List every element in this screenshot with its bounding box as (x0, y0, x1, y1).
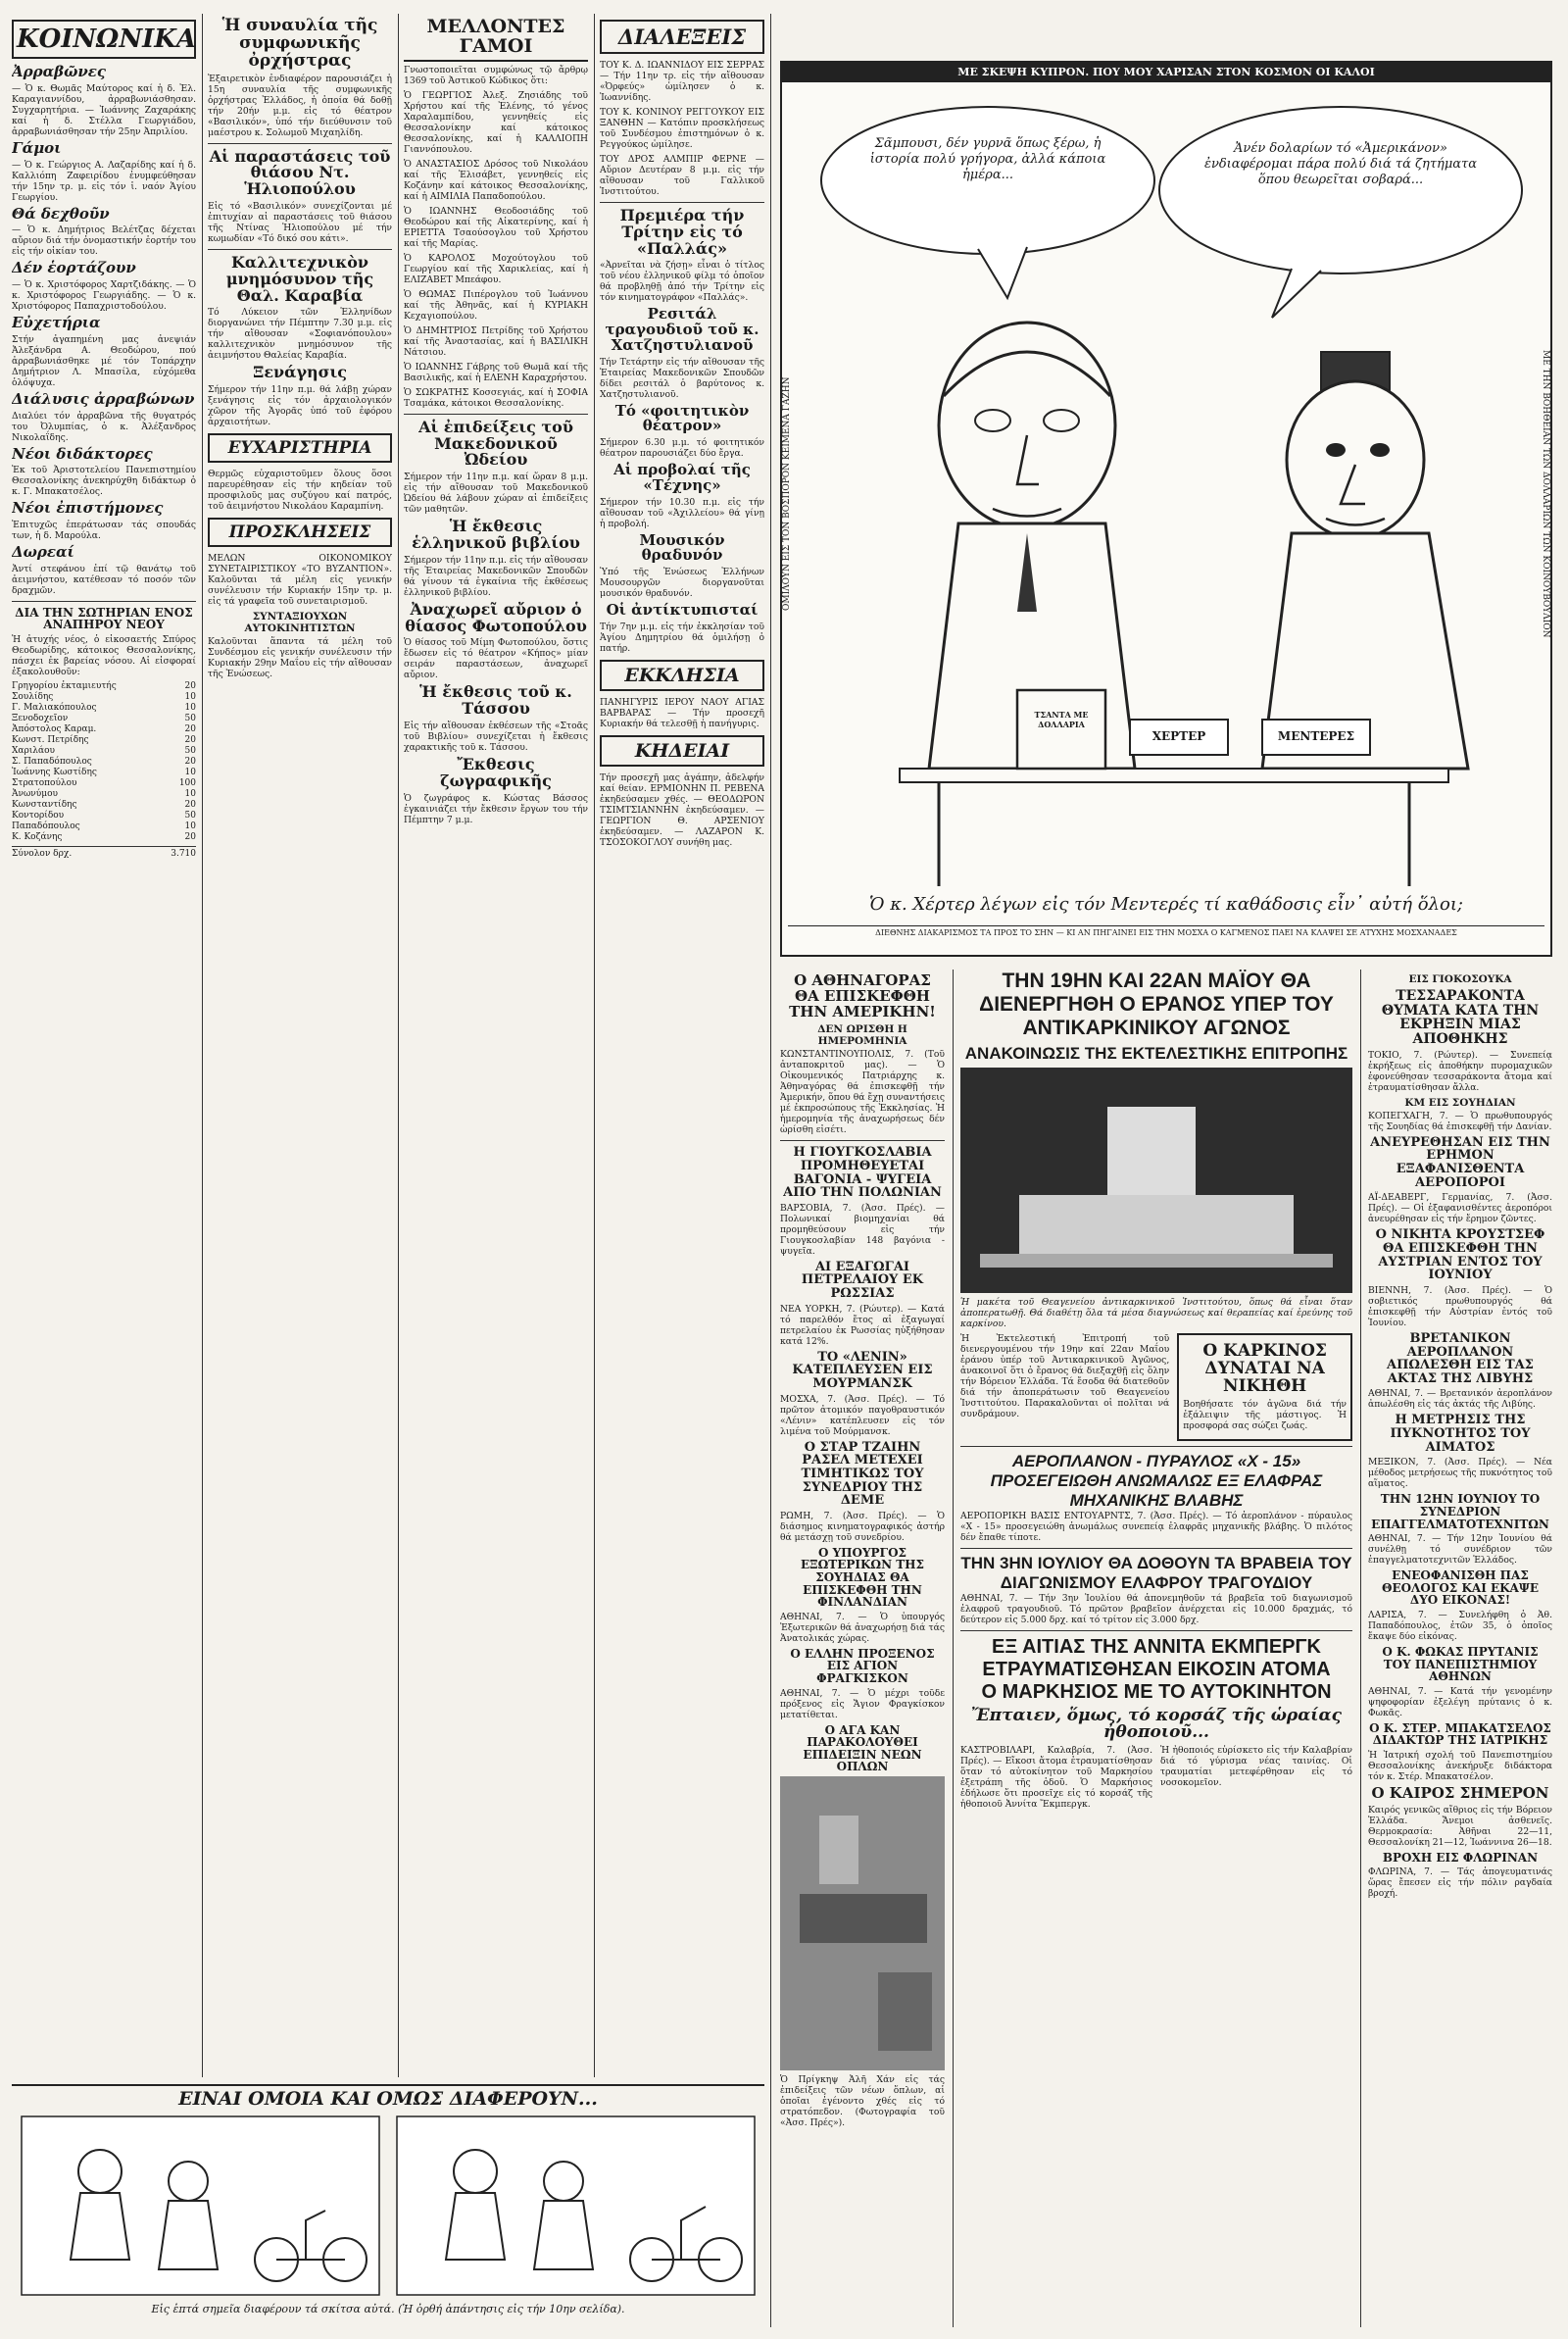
speech-tail-left (978, 247, 1027, 298)
text-tassos: Εἰς τήν αἴθουσαν ἐκθέσεων τῆς «Στοᾶς τοῦ Βιβλίου» συνεχίζεται ἡ ἔκθεσις χαρακτικῆς τοῦ κ. Τάσσου. (404, 721, 588, 754)
text-theologian: ΛΑΡΙΣΑ, 7. — Συνελήφθη ὁ Ἀθ. Παπαδόπουλος, ἐτῶν 35, ὁ ὁποῖος ἔκαψε δύο εἰκόνας. (1368, 1609, 1552, 1642)
text-minister: ΑΘΗΝΑΙ, 7. — Ὁ ὑπουργός Ἐξωτερικῶν θά ἀναχωρήσῃ διά τάς Ἀνατολικάς χώρας. (780, 1611, 945, 1644)
kicker-sweden: ΚΜ ΕΙΣ ΣΟΥΗΔΙΑΝ (1404, 1096, 1516, 1109)
divider (12, 601, 196, 602)
headline-minister: Ο ΥΠΟΥΡΓΟΣ ΕΞΩΤΕΡΙΚΩΝ ΤΗΣ ΣΟΥΗΔΙΑΣ ΘΑ ΕΠΙΣΚΕΦΘΗ ΤΗΝ ΦΙΝΛΑΝΔΙΑΝ (801, 1545, 924, 1610)
donation-amount: 20 (184, 799, 196, 810)
text-russell: ΡΩΜΗ, 7. (Ἀσσ. Πρές). — Ὁ διάσημος κινηματογραφικός ἀστήρ θά μετάσχῃ τοῦ συνεδρίου. (780, 1510, 945, 1543)
text-invitation-1: ΜΕΛΩΝ ΟΙΚΟΝΟΜΙΚΟΥ ΣΥΝΕΤΑΙΡΙΣΤΙΚΟΥ «ΤΟ ΒΥΖΑΝΤΙΟΝ». Καλοῦνται τά μέλη εἰς γενικήν συνέλευσιν τήν Κυριακήν 15ην τρ. μ. εἰς τά γραφεῖα τοῦ συνεταιρισμοῦ. (208, 553, 392, 608)
donor-name: Στρατοπούλου (12, 777, 77, 788)
headline-antiktypistai: Οἱ ἀντίκτυπισταί (606, 601, 759, 620)
text-british-plane: ΑΘΗΝΑΙ, 7. — Βρετανικόν ἀεροπλάνον ἀπωλέσθη εἰς τάς ἀκτάς τῆς Λιβύης. (1368, 1388, 1552, 1411)
headline-khrushchev: Ο ΝΙΚΗΤΑ ΚΡΟΥΣΤΣΕΦ ΘΑ ΕΠΙΣΚΕΦΘΗ ΤΗΝ ΑΥΣΤΡΙΑΝ ΕΝΤΟΣ ΤΟΥ ΙΟΥΝΙΟΥ (1375, 1227, 1545, 1283)
headline-russell: Ο ΣΤΑΡ ΤΖΑΙΗΝ ΡΑΣΕΛ ΜΕΤΕΧΕΙ ΤΙΜΗΤΙΚΩΣ ΤΟΥ ΣΥΝΕΔΡΙΟΥ ΤΗΣ ΔΕΜΕ (801, 1439, 924, 1509)
divider (208, 143, 392, 144)
right-figure-eye (1370, 443, 1390, 457)
headline-drivers: ΣΥΝΤΑΞΙΟΥΧΩΝ ΑΥΤΟΚΙΝΗΤΙΣΤΩΝ (244, 611, 356, 635)
text-premiere: «Ἀρνεῖται νὰ ζήσῃ» εἶναι ὁ τίτλος τοῦ νέου ἑλληνικοῦ φίλμ τό ὁποῖον θά προβληθῇ ἀπό τήν Τρίτην εἰς τόν κινηματογράφον «Παλλάς». (600, 260, 764, 304)
right-figure-head (1287, 381, 1424, 538)
donation-amount: 10 (184, 821, 196, 831)
column-arts (208, 14, 392, 2077)
donation-row (12, 778, 196, 789)
donor-name: Κωνσταντίδης (12, 799, 77, 810)
headline-lenin: ΤΟ «ΛΕΝΙΝ» ΚΑΤΕΠΛΕΥΣΕΝ ΕΙΣ ΜΟΥΡΜΑΝΣΚ (792, 1349, 933, 1392)
donation-amount: 50 (184, 745, 196, 756)
funerals-title: ΚΗΔΕΙΑΙ (600, 735, 764, 767)
social-section-head: Νέοι ἐπιστήμονες (12, 499, 164, 518)
social-section-text: Ἐκ τοῦ Ἀριστοτελείου Πανεπιστημίου Θεσσαλονίκης ἀνεκηρύχθη διδάκτωρ ὁ κ. Γ. Μπακατσέλος. (12, 465, 196, 498)
headline-memorial: Καλλιτεχνικὸν μνημόσυνον τῆς Θαλ. Καραβία (225, 252, 374, 305)
label-menderes: ΜΕΝΤΕΡΕΣ (1277, 729, 1355, 743)
social-section-text: — Ὁ κ. Χριστόφορος Χαρτζιδάκης. — Ὁ κ. Χριστόφορος Γεωργιάδης. — Ὁ κ. Χριστόφορος Παπαχριστοδούλου. (12, 279, 196, 312)
divider (600, 202, 764, 203)
headline-florina: ΒΡΟΧΗ ΕΙΣ ΦΛΩΡΙΝΑΝ (1382, 1850, 1539, 1865)
headline-painting: Ἔκθεσις ζωγραφικῆς (440, 755, 552, 790)
donation-amount: 20 (184, 723, 196, 734)
invitations-title: ΠΡΟΣΚΛΗΣΕΙΣ (208, 518, 392, 547)
column-rule (953, 970, 954, 2327)
text-rector: ΑΘΗΝΑΙ, 7. — Κατά τήν γενομένην ψηφοφορίαν ἐξελέγη πρύτανις ὁ κ. Φωκᾶς. (1368, 1685, 1552, 1718)
headline-explosion: ΤΕΣΣΑΡΑΚΟΝΤΑ ΘΥΜΑΤΑ ΚΑΤΑ ΤΗΝ ΕΚΡΗΞΙΝ ΜΙΑΣ ΑΠΟΘΗΚΗΣ (1381, 988, 1540, 1048)
divider (960, 1548, 1352, 1549)
text-ekberg: ΚΑΣΤΡΟΒΙΛΑΡΙ, Καλαβρία, 7. (Ἀσσ. Πρές). — Εἴκοσι ἄτομα ἐτραυματίσθησαν ὅταν τό αὐτοκίνητον τοῦ Μαρκησίου ἐξετράπη τῆς ὁδοῦ. Ὁ Μαρκήσιος ἐδήλωσε ὅτι προσεῖχε εἰς τό κορσάζ τῆς ἠθοποιοῦ Ἀννίτα Ἔκμπεργκ. (960, 1745, 1152, 1811)
donation-row (12, 735, 196, 746)
column-lectures (600, 14, 764, 2077)
social-section-text: Διαλύει τόν ἀρραβῶνα τῆς θυγατρός του Ὀλυμπίας, ὁ κ. Ἀλέξανδρος Νικολαΐδης. (12, 410, 196, 443)
donation-row (12, 832, 196, 843)
banner-x15: ΑΕΡΟΠΛΑΝΟΝ - ΠΥΡΑΥΛΟΣ «Χ - 15» ΠΡΟΣΕΓΕΙΩΘΗ ΑΝΩΜΑΛΩΣ ΕΞ ΕΛΑΦΡΑΣ ΜΗΧΑΝΙΚΗΣ ΒΛΑΒΗΣ (990, 1451, 1323, 1510)
donation-row (12, 800, 196, 811)
donation-amount: 20 (184, 734, 196, 745)
photo-shape (878, 1972, 932, 2051)
wedding-list (404, 65, 588, 409)
divider (208, 249, 392, 250)
column-rule (770, 14, 771, 2327)
donor-name: Γ. Μαλιακόπουλος (12, 702, 97, 713)
text-sweden: ΚΟΠΕΓΧΑΓΗ, 7. — Ὁ πρωθυπουργός τῆς Σουηδίας θά ἐπισκεφθῇ τήν Δανίαν. (1368, 1110, 1552, 1132)
text-consul: ΑΘΗΝΑΙ, 7. — Ὁ μέχρι τοῦδε πρόξενος εἰς Ἄγιον Φραγκίσκον μετατίθεται. (780, 1687, 945, 1720)
headline-tour: Ξενάγησις (253, 363, 347, 382)
donation-amount: 20 (184, 831, 196, 842)
headline-screenings: Αἱ προβολαί τῆς «Τέχνης» (613, 461, 751, 494)
speech-tail-right (1272, 269, 1321, 318)
headline-consul: Ο ΕΛΛΗΝ ΠΡΟΞΕΝΟΣ ΕΙΣ ΑΓΙΟΝ ΦΡΑΓΚΙΣΚΟΝ (790, 1646, 935, 1686)
social-section-text: Στήν ἀγαπημένη μας ἀνεψιάν Ἀλεξάνδρα Α. Θεοδώρου, πού ἀρραβωνιάσθηκε μέ τόν Τοπάρχην Δημήτριον Λ. Μπασίλα, εὐχόμεθα ὁλόψυχα. (12, 333, 196, 388)
social-section-head: Γάμοι (12, 138, 62, 157)
text-song-contest: ΑΘΗΝΑΙ, 7. — Τήν 3ην Ἰουλίου θά ἀπονεμηθοῦν τά βραβεῖα τοῦ διαγωνισμοῦ ἐλαφροῦ τραγουδιοῦ. Τό πρῶτον βραβεῖον ἀνέρχεται εἰς 10.000 δραχμάς, τό δεύτερον εἰς 5.000 δρχ. καί τό τρίτον εἰς 3.000 δρχ. (960, 1592, 1352, 1625)
donation-row (12, 692, 196, 703)
headline-blood: Η ΜΕΤΡΗΣΙΣ ΤΗΣ ΠΥΚΝΟΤΗΤΟΣ ΤΟΥ ΑΙΜΑΤΟΣ (1390, 1413, 1531, 1455)
text-conservatory: Σήμερον τήν 11ην π.μ. καί ὥραν 8 μ.μ. εἰς τήν αἴθουσαν τοῦ Μακεδονικοῦ Ὠδείου θά λάβουν χώραν αἱ ἐπιδείξεις τῶν μαθητῶν. (404, 472, 588, 516)
social-section-text: — Ὁ κ. Θωμᾶς Μαύτορος καί ἡ δ. Ἐλ. Καραγιαννίδου, ἀρραβωνιάσθησαν. Συγχαρητήρια. — Ἰωάννης Ζαχαράκης καί ἡ δ. Στέλλα Γεωργιάδου, ἀρραβωνιάσθησαν τήν 25ην Ἀπριλίου. (12, 82, 196, 137)
headline-premiere: Πρεμιέρα τήν Τρίτην εἰς τό «Παλλάς» (619, 206, 745, 258)
photo-shape (819, 1816, 858, 1884)
cartoon-side-right: ΜΕ ΤΗΝ ΒΟΗΘΕΙΑΝ ΤΩΝ ΔΟΛΛΑΡΙΩΝ ΤΩΝ ΚΟΙΝΟΥΒΟΥΛΙΟΝ (1541, 350, 1550, 638)
social-section-head: Διάλυσις ἀρραβώνων (12, 389, 195, 408)
donation-row (12, 681, 196, 692)
donation-amount: 20 (184, 756, 196, 767)
text-cancer-fund: Ἡ Ἐκτελεστική Ἐπιτροπή τοῦ διενεργουμένου τήν 19ην καί 22αν Μαΐου ἐράνου ὑπέρ τοῦ Ἀντικαρκινικοῦ Ἀγῶνος, ἀνακοινοῖ ὅτι ὁ ἔρανος θά διεξαχθῇ εἰς ὅλην τήν Βόρειον Ἑλλάδα. Τά ἔσοδα θά διατεθοῦν διά τήν ἀποπεράτωσιν τοῦ Θεαγενείου Ἰνστιτούτου. Παρακαλοῦνται οἱ πολῖται νά συνδράμουν. (960, 1333, 1170, 1419)
donor-name: Χαριλάου (12, 745, 55, 756)
headline-yugoslavia: Η ΓΙΟΥΓΚΟΣΛΑΒΙΑ ΠΡΟΜΗΘΕΥΕΤΑΙ ΒΑΓΟΝΙΑ - ΨΥΓΕΙΑ ΑΠΟ ΤΗΝ ΠΟΛΩΝΙΑΝ (783, 1145, 942, 1201)
total-label: Σύνολον δρχ. (12, 848, 73, 859)
wedding-notice: Ὁ ΔΗΜΗΤΡΙΟΣ Πετρίδης τοῦ Χρήστου καί τῆς Ἀναστασίας, καί ἡ ΒΑΣΙΛΙΚΗ Νάτσιου. (404, 324, 588, 358)
headline-british-plane: ΒΡΕΤΑΝΙΚΟΝ ΑΕΡΟΠΛΑΝΟΝ ΑΠΩΛΕΣΘΗ ΕΙΣ ΤΑΣ ΑΚΤΑΣ ΤΗΣ ΛΙΒΥΗΣ (1387, 1330, 1534, 1386)
donation-amount: 100 (178, 777, 196, 788)
church-title: ΕΚΚΛΗΣΙΑ (600, 660, 764, 691)
lecture-notice: ΤΟΥ ΔΡΟΣ ΑΛΜΠΙΡ ΦΕΡΝΕ — Αὔριον Δευτέραν 8 μ.μ. εἰς τήν αἴθουσαν τοῦ Γαλλικοῦ Ἰνστιτούτου. (600, 154, 764, 197)
text-florina: ΦΛΩΡΙΝΑ, 7. — Τάς ἀπογευματινάς ὥρας ἔπεσεν εἰς τήν πόλιν ραγδαία βροχή. (1368, 1866, 1552, 1900)
donation-amount: 10 (184, 788, 196, 799)
text-yugoslavia: ΒΑΡΣΟΒΙΑ, 7. (Ἀσσ. Πρές). — Πολωνικαί βιομηχανίαι θά προμηθεύσουν εἰς τήν Γιουγκοσλαβίαν 148 βαγόνια - ψυγεῖα. (780, 1202, 945, 1257)
cartoon-caption: Ὁ κ. Χέρτερ λέγων εἰς τόν Μεντερές τί καθάδοσις εἶν᾽ αὐτή ὅλοι; (869, 894, 1463, 915)
donor-name: Ἀπόστολος Καραμ. (12, 723, 97, 734)
cartoon-bottom-strip: ΔΙΕΘΝΗΣ ΔΙΑΚΑΡΙΣΜΟΣ ΤΑ ΠΡΟΣ ΤΟ ΣΗΝ — ΚΙ ΑΝ ΠΗΓΑΙΝΕΙ ΕΙΣ ΤΗΝ ΜΟΣΧΑ Ο ΚΑΓΜΕΝΟΣ ΠΑΕΙ ΝΑ ΚΛΑΨΕΙ ΣΕ ΑΤΥΧΗΣ ΜΟΣΧΑΝΑΔΕΣ (788, 925, 1544, 937)
donor-name: Σ. Παπαδόπουλος (12, 756, 92, 767)
headline-weather: Ο ΚΑΙΡΟΣ ΣΗΜΕΡΟΝ (1371, 1783, 1549, 1802)
column-social (12, 14, 196, 2077)
puzzle-strip (12, 2084, 764, 2326)
bubble-right-text: Ἀνέν δολαρίων τό «Ἀμερικάνον» ἐνδιαφέρομαι πάρα πολύ διά τά ζητήματα ὅπου θεωρεῖται σοβαρά... (1203, 141, 1478, 187)
column-weddings (404, 14, 588, 2077)
total-value: 3.710 (171, 848, 196, 859)
text-x15: ΑΕΡΟΠΟΡΙΚΗ ΒΑΣΙΣ ΕΝΤΟΥΑΡΝΤΣ, 7. (Ἀσσ. Πρές). — Τό ἀεροπλάνον - πύραυλος «Χ - 15» προσεγειώθη ἀνωμάλως συνεπείᾳ ἐλαφρᾶς μηχανικῆς βλάβης. Ὁ πιλότος δέν ἔπαθε τίποτε. (960, 1510, 1352, 1543)
text-funerals: Τήν προσεχῆ μας ἀγάπην, ἀδελφήν καί θείαν. ΕΡΜΙΟΝΗΝ Π. ΡΕΒΕΝΑ ἐκηδεύσαμεν χθές. — ΘΕΟΔΩΡΟΝ ΤΣΙΜΤΣΙΑΝΝΗΝ ἐκηδεύσαμεν. — ΓΕΩΡΓΙΟΝ Θ. ΑΡΣΕΝΙΟΥ ἐκηδεύσαμεν. — ΛΑΖΑΡΟΝ Κ. ΤΣΟΣΟΚΟΓΛΟΥ συνήθη μας. (600, 771, 764, 848)
donation-amount: 50 (184, 810, 196, 821)
text-screenings: Σήμερον τήν 10.30 π.μ. εἰς τήν αἴθουσαν τοῦ «Ἀχιλλείου» θά γίνῃ ἡ προβολή. (600, 496, 764, 529)
headline-conservatory: Αἱ ἐπιδείξεις τοῦ Μακεδονικοῦ Ὠδείου (418, 417, 573, 470)
text-blood: ΜΕΞΙΚΟΝ, 7. (Ἀσσ. Πρές). — Νέα μέθοδος μετρήσεως τῆς πυκνότητος τοῦ αἵματος. (1368, 1457, 1552, 1490)
banner-marquis: Ο ΜΑΡΚΗΣΙΟΣ ΜΕ ΤΟ ΑΥΤΟΚΙΝΗΤΟΝ (981, 1680, 1332, 1703)
headline-airmen: ΑΝΕΥΡΕΘΗΣΑΝ ΕΙΣ ΤΗΝ ΕΡΗΜΟΝ ΕΞΑΦΑΝΙΣΘΕΝΤΑ ΑΕΡΟΠΟΡΟΙ (1370, 1134, 1550, 1190)
donor-name: Παπαδόπουλος (12, 821, 80, 831)
headline-recital: Ρεσιτάλ τραγουδιοῦ τοῦ κ. Χατζηστυλιανοῦ (605, 305, 760, 354)
cancer-box-text: Βοηθήσατε τόν ἀγῶνα διά τήν ἐξάλειψιν τῆς μάστιγος. Ἡ προσφορά σας σώζει ζωάς. (1183, 1398, 1347, 1431)
social-sections (12, 65, 196, 596)
text-thanks: Θερμῶς εὐχαριστοῦμεν ὅλους ὅσοι παρευρέθησαν εἰς τήν κηδείαν τοῦ προσφιλοῦς μας συζύγου καί πατρός, τοῦ ἀειμνήστου Νικολάου Καραμπίνη. (208, 469, 392, 513)
column-rule (202, 14, 203, 2077)
donation-row (12, 811, 196, 821)
lecture-notice: ΤΟΥ Κ. ΚΟΝΙΝΟΥ ΡΕΓΓΟΥΚΟΥ ΕΙΣ ΞΑΝΘΗΝ — Κατόπιν προσκλήσεως τοῦ Συνδέσμου ἐπιστημόνων ὁ κ. Ρεγγούκος ὡμίλησε. (600, 107, 764, 150)
column-rule (398, 14, 399, 2077)
donation-amount: 10 (184, 767, 196, 777)
weddings-title: ΜΕΛΛΟΝΤΕΣ ΓΑΜΟΙ (404, 18, 588, 62)
social-title: ΚΟΙΝΩΝΙΚΑ (12, 20, 196, 59)
text-music-evening: Ὑπό τῆς Ἑνώσεως Ἐλλήνων Μουσουργῶν διοργανοῦται μουσικόν θραδυνόν. (600, 567, 764, 600)
donation-row (12, 768, 196, 778)
photo-weapons (780, 1776, 945, 2070)
column-right (1368, 970, 1552, 2327)
cancer-box-title: Ο ΚΑΡΚΙΝΟΣ ΔΥΝΑΤΑΙ ΝΑ ΝΙΚΗΘΗ (1202, 1341, 1327, 1396)
subbanner-cancer-fund: ΑΝΑΚΟΙΝΩΣΙΣ ΤΗΣ ΕΚΤΕΛΕΣΤΙΚΗΣ ΕΠΙΤΡΟΠΗΣ (964, 1044, 1348, 1063)
money-bag (1017, 690, 1105, 769)
donor-name: Σουλίδης (12, 691, 54, 702)
donor-name: Γρηγορίου ἐκταμιευτής (12, 680, 117, 691)
text-airmen: ΑΪ-ΔΕΑΒΕΡΓ, Γερμανίας, 7. (Ἀσσ. Πρές). — Οἱ ἐξαφανισθέντες ἀεροπόροι ἀνευρέθησαν εἰς τήν ἔρημον ζῶντες. (1368, 1192, 1552, 1225)
newspaper-page (12, 14, 1556, 2327)
donations-total (12, 846, 196, 860)
headline-book-exhibit: Ἡ ἔκθεσις ἑλληνικοῦ βιβλίου (412, 517, 580, 553)
text-ekberg-2: Ἡ ἠθοποιός εὑρίσκετο εἰς τήν Καλαβρίαν διά τό γύρισμα νέας ταινίας. Οἱ τραυματίαι μετεφέρθησαν εἰς τό νοσοκομεῖον. (1160, 1745, 1352, 1789)
text-theatre: Εἰς τό «Βασιλικόν» συνεχίζονται μέ ἐπιτυχίαν αἱ παραστάσεις τοῦ θιάσου τῆς Ντίνας Ἡλιοπούλου μέ τήν κωμωδίαν «Τό δικό σου κάτι». (208, 200, 392, 244)
text-troupe: Ὁ θίασος τοῦ Μίμη Φωτοπούλου, ὅστις ἔδωσεν εἰς τό θέατρον «Κήπος» μίαν σειράν παραστάσεων, ἀναχωρεῖ αὔριον. (404, 637, 588, 681)
donation-amount: 20 (184, 680, 196, 691)
thanks-title: ΕΥΧΑΡΙΣΤΗΡΙΑ (208, 433, 392, 463)
donation-row (12, 757, 196, 768)
divider (960, 1446, 1352, 1447)
banner-cancer-fund: ΤΗΝ 19ΗΝ ΚΑΙ 22ΑΝ ΜΑΪΟΥ ΘΑ ΔΙΕΝΕΡΓΗΘΗ Ο ΕΡΑΝΟΣ ΥΠΕΡ ΤΟΥ ΑΝΤΙΚΑΡΚΙΝΙΚΟΥ ΑΓΩΝΟΣ (979, 970, 1334, 1039)
text-drivers: Καλοῦνται ἅπαντα τά μέλη τοῦ Συνδέσμου εἰς γενικήν συνέλευσιν τήν Κυριακήν 29ην Μαΐου εἰς τήν αἴθουσαν τῆς Ἑνώσεως. (208, 636, 392, 680)
lectures-title: ΔΙΑΛΕΞΕΙΣ (600, 20, 764, 54)
caption-weapons: Ὁ Πρίγκηψ Ἀλῆ Χάν εἰς τάς ἐπιδείξεις τῶν νέων ὅπλων, αἱ ὁποῖαι ἐγένοντο χθές εἰς τό στρατόπεδον. (Φωτογραφία τοῦ «Ἀσσ. Πρές»). (780, 2073, 945, 2128)
donor-name: Κοντορίδου (12, 810, 65, 821)
donor-name: Ξενοδοχεῖον (12, 713, 69, 723)
headline-tassos: Ἡ ἔκθεσις τοῦ κ. Τάσσου (419, 682, 572, 719)
wedding-notice: Ὁ ΑΝΑΣΤΑΣΙΟΣ Δρόσος τοῦ Νικολάου καί τῆς Ἐλισάβετ, γεννηθείς εἰς Κοζάνην καί κάτοικος Θεσσαλονίκης, καί ἡ ΑΙΜΙΛΙΑ Παπαδοπούλου. (404, 158, 588, 202)
charity-box-title: ΔΙΑ ΤΗΝ ΣΩΤΗΡΙΑΝ ΕΝΟΣ ΑΝΑΠΗΡΟΥ ΝΕΟΥ (15, 605, 193, 632)
social-section-text: Ἐπιτυχῶς ἐπεράτωσαν τάς σπουδάς των, ἡ δ. Μαρούλα. (12, 520, 196, 541)
headline-rector: Ο Κ. ΦΩΚΑΣ ΠΡΥΤΑΝΙΣ ΤΟΥ ΠΑΝΕΠΙΣΤΗΜΙΟΥ ΑΘΗΝΩΝ (1382, 1644, 1539, 1684)
donation-amount: 10 (184, 702, 196, 713)
social-section-head: Δέν ἑορτάζουν (12, 259, 136, 277)
headline-congress: ΤΗΝ 12ΗΝ ΙΟΥΝΙΟΥ ΤΟ ΣΥΝΕΔΡΙΟΝ ΕΠΑΓΓΕΛΜΑΤΟΤΕΧΝΙΤΩΝ (1371, 1492, 1549, 1531)
donations-list (12, 681, 196, 843)
text-lenin: ΜΟΣΧΑ, 7. (Ἀσσ. Πρές). — Τό πρῶτον ἀτομικόν παγοθραυστικόν «Λένιν» κατέπλευσεν εἰς τόν λιμένα τοῦ Μούρμανσκ. (780, 1393, 945, 1437)
text-oil: ΝΕΑ ΥΟΡΚΗ, 7. (Ρώυτερ). — Κατά τό παρελθόν ἔτος αἱ ἐξαγωγαί πετρελαίου ἐκ Ρωσσίας ηὐξήθησαν κατά 12%. (780, 1303, 945, 1347)
banner-ekberg: ΕΞ ΑΙΤΙΑΣ ΤΗΣ ΑΝΝΙΤΑ ΕΚΜΠΕΡΓΚ ΕΤΡΑΥΜΑΤΙΣΘΗΣΑΝ ΕΙΚΟΣΙΝ ΑΤΟΜΑ (982, 1635, 1331, 1680)
cancer-box (1177, 1333, 1352, 1441)
donor-name: Ἀνωνύμου (12, 788, 58, 799)
wedding-notice: Ὁ ΚΑΡΟΛΟΣ Μοχούτογλου τοῦ Γεωργίου καί τῆς Χαρικλείας, καί ἡ ΕΛΙΖΑΒΕΤ Μπεάφου. (404, 252, 588, 285)
cartoon-table (900, 769, 1448, 782)
model-base (980, 1254, 1333, 1268)
photo-shape (800, 1894, 927, 1943)
divider (780, 1140, 945, 1141)
headline-theologian: ΕΝΕΟΦΑΝΙΣΘΗ ΠΑΣ ΘΕΟΛΟΓΟΣ ΚΑΙ ΕΚΑΨΕ ΔΥΟ ΕΙΚΟΝΑΣ! (1382, 1568, 1539, 1608)
text-athenagoras: ΚΩΝΣΤΑΝΤΙΝΟΥΠΟΛΙΣ, 7. (Τοῦ ἀνταποκριτοῦ μας). — Ὁ Οἰκουμενικός Πατριάρχης κ. Ἀθηναγόρας θά ἐπισκεφθῇ τήν Ἀμερικήν, ὅπου θά ἔχῃ συναντήσεις μέ ἐκπροσώπους τῆς Ἐκκλησίας. Ἡ ἡμερομηνία τῆς ἀναχωρήσεως δέν ὡρίσθη εἰσέτι. (780, 1049, 945, 1136)
donation-amount: 10 (184, 691, 196, 702)
text-tour: Σήμερον τήν 11ην π.μ. θά λάβῃ χώραν ξενάγησις εἰς τόν ἀρχαιολογικόν χῶρον τῆς Ἀγορᾶς ὑπό τοῦ ἐφόρου ἀρχαιοτήτων. (208, 384, 392, 428)
donor-name: Κ. Κοζάνης (12, 831, 63, 842)
kicker-giokosouka: ΕΙΣ ΓΙΟΚΟΣΟΥΚΑ (1408, 973, 1512, 985)
subbanner-ekberg: Ἔπταιεν, ὅμως, τό κορσάζ τῆς ὡραίας ἠθοποιοῦ... (971, 1705, 1342, 1743)
headline-doctor: Ο Κ. ΣΤΕΡ. ΜΠΑΚΑΤΣΕΛΟΣ ΔΙΔΑΚΤΩΡ ΤΗΣ ΙΑΤΡΙΚΗΣ (1369, 1720, 1551, 1748)
lecture-notice: ΤΟΥ Κ. Δ. ΙΩΑΝΝΙΔΟΥ ΕΙΣ ΣΕΡΡΑΣ — Τήν 11ην τρ. εἰς τήν αἴθουσαν «Ὀρφεύς» ὡμίλησεν ὁ κ. Ἰωαννίδης. (600, 60, 764, 103)
text-doctor: Ἡ Ἰατρική σχολή τοῦ Πανεπιστημίου Θεσσαλονίκης ἀνεκήρυξε διδάκτορα τόν κ. Στέρ. Μπακατσέλον. (1368, 1749, 1552, 1782)
bag-label: ΤΣΑΝΤΑ ΜΕ ΔΟΛΛΑΡΙΑ (1034, 710, 1089, 729)
donor-name: Κωνστ. Πετρίδης (12, 734, 89, 745)
headline-oil: ΑΙ ΕΞΑΓΩΓΑΙ ΠΕΤΡΕΛΑΙΟΥ ΕΚ ΡΩΣΣΙΑΣ (801, 1259, 924, 1302)
photo-institute-model (960, 1068, 1352, 1293)
headline-student-theatre: Τό «φοιτητικὸν θέατρον» (614, 401, 750, 435)
charity-box-text: Ἡ ἀτυχής νέος, ὁ εἰκοσαετής Σπύρος Θεοδωρίδης, κάτοικος Θεσσαλονίκης, πάσχει ἐκ βαρείας νόσου. Αἱ εἰσφοραί ἐξακολουθοῦν: (12, 633, 196, 677)
donation-row (12, 724, 196, 735)
donation-row (12, 746, 196, 757)
bubble-left-text: Σᾶμπουσι, δέν γυρνᾶ ὅπως ξέρω, ἡ ἱστορία πολύ γρήγορα, ἀλλά κάποια ἡμέρα... (869, 136, 1106, 182)
model-wing (1019, 1195, 1294, 1254)
text-student-theatre: Σήμερον 6.30 μ.μ. τό φοιτητικόν θέατρον παρουσιάζει δύο ἔργα. (600, 437, 764, 460)
puzzle-title: ΕΙΝΑΙ ΟΜΟΙΑ ΚΑΙ ΟΜΩΣ ΔΙΑΦΕΡΟΥΝ... (178, 2088, 598, 2110)
lecture-list (600, 60, 764, 197)
headline-athenagoras: Ο ΑΘΗΝΑΓΟΡΑΣ ΘΑ ΕΠΙΣΚΕΦΘΗ ΤΗΝ ΑΜΕΡΙΚΗΝ! (789, 971, 936, 1020)
column-rule (594, 14, 595, 2077)
text-recital: Τήν Τετάρτην εἰς τήν αἴθουσαν τῆς Ἑταιρείας Μακεδονικῶν Σπουδῶν δίδει ρεσιτάλ ὁ βαρύτονος κ. Χατζηστυλιανοῦ. (600, 356, 764, 400)
speech-bubble-right (1159, 107, 1522, 274)
caption-institute: Ἡ μακέτα τοῦ Θεαγενείου ἀντικαρκινικοῦ Ἰνστιτούτου, ὅπως θά εἶναι ὅταν ἀποπερατωθῇ. Θά διαθέτῃ ὅλα τά μέσα διαγνώσεως καί θεραπείας καί ἐρεύνης τοῦ καρκίνου. (960, 1297, 1352, 1329)
column-rule (1360, 970, 1361, 2327)
social-section-head: Εὐχετήρια (12, 314, 101, 331)
cartoon-caption-top: ΜΕ ΣΚΕΨΗ ΚΥΠΡΟΝ. ΠΟΥ ΜΟΥ ΧΑΡΙΣΑΝ ΣΤΟΝ ΚΟΣΜΟΝ ΟΙ ΚΑΛΟΙ (782, 63, 1550, 82)
wedding-notice: Ὁ ΣΩΚΡΑΤΗΣ Κοσσεγιάς, καί ἡ ΣΟΦΙΑ Τσαμάκα, κάτοικοι Θεσσαλονίκης. (404, 386, 588, 409)
text-symphony: Ἐξαιρετικὸν ἐνδιαφέρον παρουσιάζει ἡ 15η συναυλία τῆς συμφωνικῆς ὀρχήστρας Ἐλλάδος, ἡ ὁποία θά δοθῇ τήν 20ήν μ.μ. εἰς τό θέατρον «Βασιλικόν», ὑπό τήν διεύθυνσιν τοῦ μαέστρου κ. Σολωμοῦ Μιχαηλίδη. (208, 73, 392, 138)
wedding-notice: Γνωστοποιεῖται συμφώνως τῷ ἄρθρῳ 1369 τοῦ Ἀστικοῦ Κώδικος ὅτι: (404, 64, 588, 86)
text-book-exhibit: Σήμερον τήν 11ην π.μ. εἰς τήν αἴθουσαν τῆς Ἑταιρείας Μακεδονικῶν Σπουδῶν θά γίνουν τά ἐγκαίνια τῆς ἐκθέσεως ἑλληνικοῦ βιβλίου. (404, 554, 588, 598)
cartoon-side-left: ΟΜΙΛΟΥΝ ΕΙΣ ΤΟΝ ΒΟΣΠΟΡΟΝ ΚΕΙΜΕΝΑ ΓΑΖΗΝ (782, 376, 792, 612)
puzzle-sketches (12, 2113, 764, 2299)
headline-theatre: Αἱ παραστάσεις τοῦ θιάσου Ντ. Ἡλιοπούλου (209, 146, 391, 199)
donation-row (12, 821, 196, 832)
social-section-text: — Ὁ κ. Δημήτριος Βελέτζας δέχεται αὔριον διά τήν ὀνομαστικήν ἑορτήν του εἰς τήν οἰκίαν του. (12, 224, 196, 258)
headline-symphony: Ἡ συναυλία τῆς συμφωνικῆς ὀρχήστρας (221, 16, 378, 71)
wedding-notice: Ὁ ΙΩΑΝΝΗΣ Γάβρης τοῦ Θωμᾶ καί τῆς Βασιλικῆς, καί ἡ ΕΛΕΝΗ Καραχρήστου. (404, 361, 588, 383)
label-herter: ΧΕΡΤΕΡ (1152, 729, 1206, 743)
column-center (780, 970, 945, 2327)
donation-row (12, 789, 196, 800)
donation-row (12, 703, 196, 714)
social-section-head: Θά δεχθοῦν (12, 204, 110, 223)
social-section-head: Δωρεαί (12, 543, 74, 561)
divider (960, 1630, 1352, 1631)
puzzle-caption: Εἰς ἑπτά σημεῖα διαφέρουν τά σκίτσα αὐτά. (Ἡ ὀρθή ἀπάντησις εἰς τήν 10ην σελίδα). (151, 2302, 625, 2315)
headline-music-evening: Μουσικόν θραδυνόν (639, 530, 725, 565)
headline-troupe: Ἀναχωρεῖ αὔριον ὁ θίασος Φωτοπούλου (405, 599, 587, 635)
wedding-notice: Ὁ ΘΩΜΑΣ Πιπέρογλου τοῦ Ἰωάννου καί τῆς Ἀθηνᾶς, καί ἡ ΚΥΡΙΑΚΗ Κεχαγιοπούλου. (404, 288, 588, 322)
cartoon-drawing (782, 63, 1550, 955)
text-memorial: Τό Λύκειον τῶν Ἑλληνίδων διοργανώνει τήν Πέμπτην 7.30 μ.μ. εἰς τήν αἴθουσαν «Σοφιανόπουλου» καλλιτεχνικὸν μνημόσυνον τῆς ἀειμνήστου Θαλείας Καραβία. (208, 307, 392, 362)
social-section-text: Ἀντί στεφάνου ἐπί τῷ θανάτῳ τοῦ ἀειμνήστου, κατέθεσαν τό ποσόν τῶν δραχμῶν. (12, 563, 196, 596)
headline-aga-khan: Ο ΑΓΑ ΚΑΝ ΠΑΡΑΚΟΛΟΥΘΕΙ ΕΠΙΔΕΙΞΙΝ ΝΕΩΝ ΟΠΛΩΝ (803, 1722, 922, 1774)
text-explosion: ΤΟΚΙΟ, 7. (Ρώυτερ). — Συνεπείᾳ ἐκρήξεως εἰς ἀποθήκην πυρομαχικῶν ἐφονεύθησαν τεσσαράκοντα ἄτομα καί ἐτραυματίσθησαν ἄλλα. (1368, 1049, 1552, 1093)
political-cartoon (780, 61, 1552, 957)
social-section-head: Ἀρραβῶνες (12, 63, 107, 80)
text-khrushchev: ΒΙΕΝΝΗ, 7. (Ἀσσ. Πρές). — Ὁ σοβιετικός πρωθυπουργός θά ἐπισκεφθῇ τήν Αὐστρίαν ἐντός τοῦ Ἰουνίου. (1368, 1284, 1552, 1328)
text-church: ΠΑΝΗΓΥΡΙΣ ΙΕΡΟΥ ΝΑΟΥ ΑΓΙΑΣ ΒΑΡΒΑΡΑΣ — Τήν προσεχῆ Κυριακήν θά τελεσθῇ ἡ πανήγυρις. (600, 696, 764, 729)
main-news (960, 970, 1352, 2327)
divider (404, 414, 588, 415)
social-section-head: Νέοι διδάκτορες (12, 444, 153, 463)
social-section-text: — Ὁ κ. Γεώργιος Α. Λαζαρίδης καί ἡ δ. Καλλιόπη Ζαφειρίδου ἐνυμφεύθησαν τήν 15ην τρ. μ. εἰς τόν ἱ. ναόν Ἁγίου Γεωργίου. (12, 159, 196, 203)
wedding-notice: Ὁ ΓΕΩΡΓΙΟΣ Ἀλεξ. Ζησιάδης τοῦ Χρήστου καί τῆς Ἐλένης, τό γένος Χαραλαμπίδου, γεννηθείς εἰς Θεσσαλονίκην καί κάτοικος Θεσσαλονίκης, καί ἡ ΚΑΛΛΙΟΠΗ Γιαννόπουλου. (404, 89, 588, 155)
donor-name: Ἰωάννης Κωστίδης (12, 767, 97, 777)
text-weather: Καιρός γενικῶς αἴθριος εἰς τήν Βόρειον Ἑλλάδα. Ἄνεμοι ἀσθενεῖς. Θερμοκρασία: Ἀθῆναι 22—11, Θεσσαλονίκη 21—12, Ἰωάννινα 26—18. (1368, 1804, 1552, 1848)
text-congress: ΑΘΗΝΑΙ, 7. — Τήν 12ην Ἰουνίου θά συνέλθῃ τό συνέδριον τῶν ἐπαγγελματοτεχνιτῶν Ἑλλάδος. (1368, 1533, 1552, 1567)
text-painting: Ὁ ζωγράφος κ. Κώστας Βάσσος ἐγκαινιάζει τήν ἔκθεσιν ἔργων του τήν Πέμπτην 7 μ.μ. (404, 792, 588, 825)
wedding-notice: Ὁ ΙΩΑΝΝΗΣ Θεοδοσιάδης τοῦ Θεοδώρου καί τῆς Αἰκατερίνης, καί ἡ ΕΡΙΕΤΤΑ Τσαούσογλου τοῦ Χρήστου καί τῆς Μαρίας. (404, 205, 588, 249)
donation-amount: 50 (184, 713, 196, 723)
banner-song-contest: ΤΗΝ 3ΗΝ ΙΟΥΛΙΟΥ ΘΑ ΔΟΘΟΥΝ ΤΑ ΒΡΑΒΕΙΑ ΤΟΥ ΔΙΑΓΩΝΙΣΜΟΥ ΕΛΑΦΡΟΥ ΤΡΑΓΟΥΔΙΟΥ (960, 1553, 1352, 1592)
subhead-athenagoras: ΔΕΝ ΩΡΙΣΘΗ Η ΗΜΕΡΟΜΗΝΙΑ (817, 1023, 907, 1048)
text-antiktypistai: Τήν 7ην μ.μ. εἰς τήν ἐκκλησίαν τοῦ Ἁγίου Δημητρίου θά ὁμιλήσῃ ὁ πατήρ. (600, 621, 764, 654)
right-figure-eye (1326, 443, 1346, 457)
donation-row (12, 714, 196, 724)
